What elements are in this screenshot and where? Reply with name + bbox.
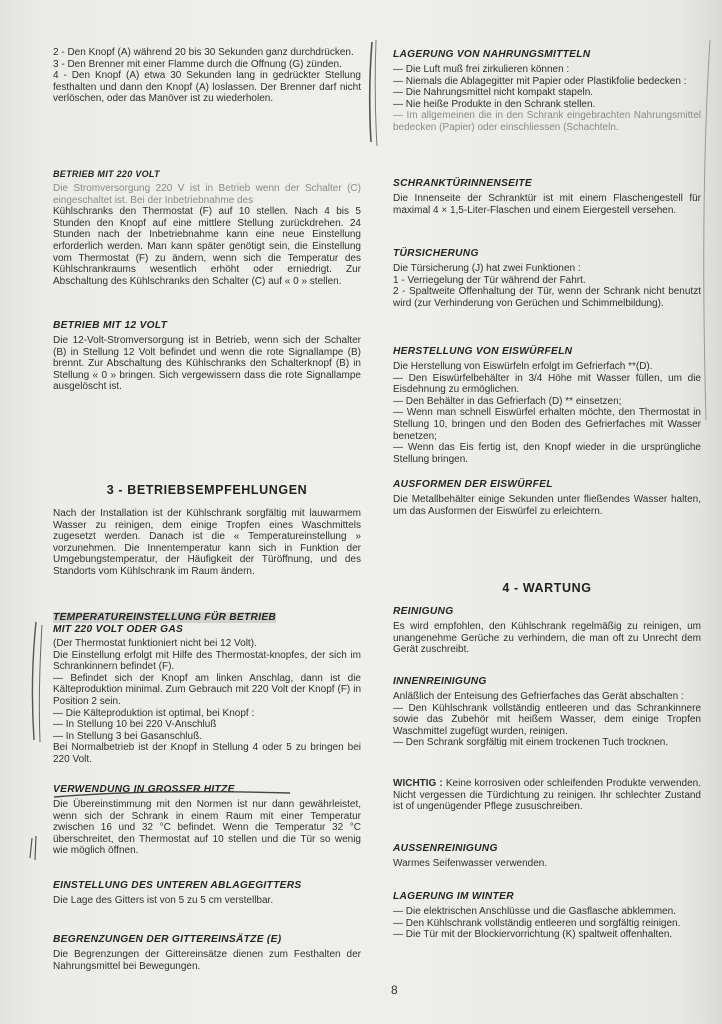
betrieb-220-text: Kühlschranks den Thermostat (F) auf 10 stellen. Nach 4 bis 5 Stunden den Knopf auf eine mittlere Stellung zurückdrehen. 24 Stunden nach der Inbetriebnahme kann eine neue Einstellung erforderlich werden. Man kann später genötigt sein, die Einstellung vom Thermostat (F) zu ändern, wenn sich die Temperatur des Kühlschrankraums wesentlich erhöht oder erniedrigt. Zur Abschaltung des Kühlschranks den Schalter (C) auf « 0 » stellen. [53,206,361,287]
begrenzungen-text: Die Begrenzungen der Gittereinsätze dienen zum Festhalten der Nahrungsmittel bei Bewegungen. [53,949,361,972]
ablage-title: EINSTELLUNG DES UNTEREN ABLAGEGITTERS [53,880,302,891]
reinigung-title: REINIGUNG [393,606,454,617]
winter-text: — Die elektrischen Anschlüsse und die Gasflasche abklemmen. — Den Kühlschrank vollständig entleeren und sorgfältig reinigen. — Die Tür mit der Blockiervorrichtung (K) spaltweit offenhalten. [393,906,681,941]
eiswuerfel-title: HERSTELLUNG VON EISWÜRFELN [393,346,573,357]
wichtig-text: Keine korrosiven oder schleifenden Produkte verwenden. Nicht vergessen die Türdichtung zu reinigen. Ihr schlechter Zustand ist of ungenügender Pflege zususchreiben. [393,778,701,813]
pencil-right-edge-line [704,40,710,420]
pencil-margin-line-top-2 [375,40,377,146]
pencil-margin-line-top [370,42,372,142]
eiswuerfel-text: Die Herstellung von Eiswürfeln erfolgt im Gefrierfach **(D). — Den Eiswürfelbehälter in 3/4 Höhe mit Wasser füllen, um die Eisdehnung zu ermöglichen. — Den Behälter in das Gefrierfach (D) ** einsetzen; — Wenn man schnell Eiswürfel erhalten möchte, den Thermostat in Stellung 10, bringen und den Boden des Gefrierfaches mit Wasser benetzen; — Wenn das Eis fertig ist, den Knopf wieder in die ursprüngliche Stellung bringen. [393,361,701,465]
section-4-title: 4 - WARTUNG [502,581,592,595]
innenreinigung-title: INNENREINIGUNG [393,676,487,687]
pencil-margin-line-mid [32,622,36,740]
aussenreinigung-text: Warmes Seifenwasser verwenden. [393,858,548,869]
pencil-margin-line-mid-2 [39,625,42,742]
reinigung-text: Es wird empfohlen, den Kühlschrank regelmäßig zu reinigen, um unangenehme Gerüche zu verhindern, die man oft zu Unrecht dem Gerät zuschreibt. [393,621,701,656]
tuersicherung-text: Die Türsicherung (J) hat zwei Funktionen : 1 - Verriegelung der Tür während der Fahrt. 2 - Spaltweite Offenhaltung der Tür, wenn der Schrank nicht benutzt wird (zur Verhinderung von Gerüchen und Schimmelbildung). [393,263,701,309]
section-3-text: Nach der Installation ist der Kühlschrank sorgfältig mit lauwarmem Wasser zu reinigen, dem einige Tropfen eines Waschmittels zugesetzt werden. Danach ist die « Temperatureinstellung » vorzunehmen. Die Innentemperatur kann sich in Funktion der Umgebungstemperatur, der Häufigkeit der Türöffnung, und des Standorts vom Kühlschrank im Raum ändern. [53,508,361,577]
temperatur-text: (Der Thermostat funktioniert nicht bei 12 Volt). Die Einstellung erfolgt mit Hilfe des Thermostat-knopfes, der sich im Schrankinnern befindet (F). — Befindet sich der Knopf am linken Anschlag, dann ist die Kälteproduktion minimal. Zum Gebrauch mit 220 Volt der Knopf (F) in Position 2 sein. — Die Kälteproduktion ist optimal, bei Knopf : — In Stellung 10 bei 220 V-Anschluß — In Stellung 3 bei Gasanschluß. Bei Normalbetrieb ist der Knopf in Stellung 4 oder 5 zu bringen bei 220 Volt. [53,638,361,765]
winter-title: LAGERUNG IM WINTER [393,891,514,902]
temperatur-title-1: TEMPERATUREINSTELLUNG FÜR BETRIEB [53,612,277,623]
schranktuer-text: Die Innenseite der Schranktür ist mit einem Flaschengestell für maximal 4 × 1,5-Liter-Flaschen und einem Eiergestell versehen. [393,193,701,216]
page-number: 8 [391,983,398,997]
lagerung-text: — Die Luft muß frei zirkulieren können : — Niemals die Ablagegitter mit Papier oder Plastikfolie bedecken : — Die Nahrungsmittel nicht kompakt stapeln. — Nie heiße Produkte in den Schrank stellen. [393,64,687,110]
hitze-title: VERWENDUNG IN GROSSER HITZE [53,784,235,795]
betrieb-220-faded-text: Die Stromversorgung 220 V ist in Betrieb wenn der Schalter (C) eingeschaltet ist. Bei der Inbetriebnahme des [53,183,361,206]
begrenzungen-title: BEGRENZUNGEN DER GITTEREINSÄTZE (E) [53,934,282,945]
section-3-title: 3 - BETRIEBSEMPFEHLUNGEN [106,483,308,497]
lagerung-faded-text: — Im allgemeinen die in den Schrank eingebrachten Nahrungsmittel bedecken (Papier) oder einschliessen (Schachteln. [393,110,701,133]
hitze-text: Die Übereinstimmung mit den Normen ist nur dann gewährleistet, wenn sich der Schrank in einem Raum mit einer Temperatur zwischen 16 und 32 °C befindet. Wenn die Temperatur 32 °C überschreitet, den Thermostat auf 10 stellen und die Tür so wenig wie möglich öffnen. [53,799,361,857]
betrieb-12-title: BETRIEB MIT 12 VOLT [53,320,168,331]
schranktuer-title: SCHRANKTÜRINNENSEITE [393,178,533,189]
betrieb-220-title: BETRIEB MIT 220 VOLT [53,169,160,179]
pencil-tick-marks [30,836,36,860]
pencil-underline-hitze [54,792,290,797]
betrieb-12-text: Die 12-Volt-Stromversorgung ist in Betrieb, wenn sich der Schalter (B) in Stellung 12 Volt befindet und wenn die rote Signallampe (B) brennt. Zur Abschaltung des Kühlschranks den Schalterknopf (B) in Stellung « 0 » bringen. Sich vergewissern dass die rote Signallampe ausgelöscht ist. [53,335,361,393]
tuersicherung-title: TÜRSICHERUNG [393,248,479,259]
intro-steps-text: 2 - Den Knopf (A) während 20 bis 30 Sekunden ganz durchdrücken. 3 - Den Brenner mit einer Flamme durch die Offnung (G) zünden. 4 - Den Knopf (A) etwa 30 Sekunden lang in gedrückter Stellung festhalten und dann den Knopf (A) loslassen. Der Brenner darf nicht verlöschen, oder das Manöver ist zu wiederholen. [53,47,361,105]
ablage-text: Die Lage des Gitters ist von 5 zu 5 cm verstellbar. [53,895,274,906]
aussenreinigung-title: AUSSENREINIGUNG [393,843,498,854]
wichtig-label: WICHTIG : [393,778,443,789]
temperatur-title-line2: MIT 220 VOLT ODER GAS [53,624,184,635]
ausformen-text: Die Metallbehälter einige Sekunden unter fließendes Wasser halten, um das Ausformen der Eiswürfel zu erleichtern. [393,494,701,517]
innenreinigung-text: Anläßlich der Enteisung des Gefrierfaches das Gerät abschalten : — Den Kühlschrank vollständig entleeren und das Schrankinnere sowie das Zubehör mit heißem Wasser, dem einige Tropfen Waschmittel zugefügt wurden, reinigen. — Den Schrank sorgfältig mit einem trockenen Tuch trocknen. [393,691,701,749]
lagerung-title: LAGERUNG VON NAHRUNGSMITTELN [393,49,591,60]
ausformen-title: AUSFORMEN DER EISWÜRFEL [393,479,553,490]
